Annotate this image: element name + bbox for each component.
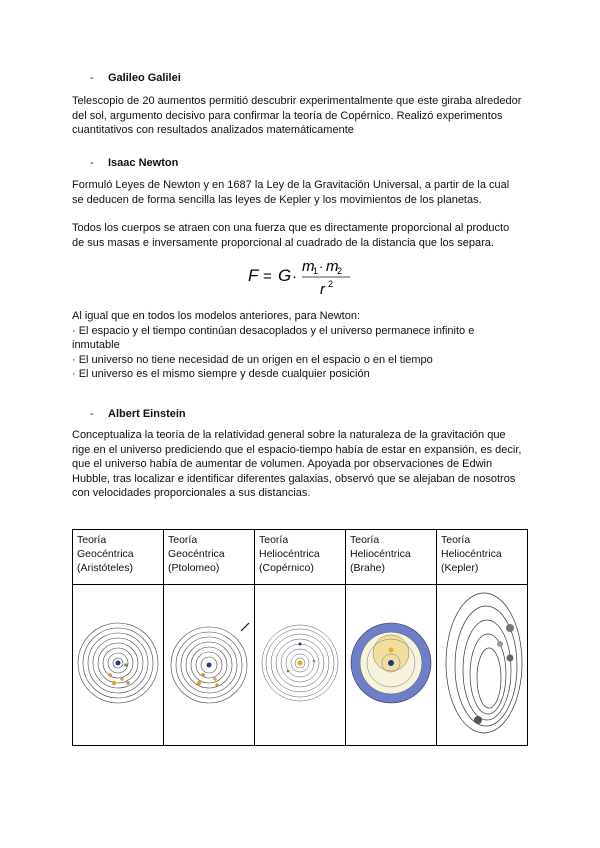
- heliocentric-brahe-diagram: [349, 613, 433, 713]
- header-ptolomeo: Teoría Geocéntrica (Ptolomeo): [164, 530, 255, 585]
- heliocentric-copernicus-diagram: [258, 613, 342, 713]
- header-kepler: Teoría Heliocéntrica (Kepler): [437, 530, 528, 585]
- gravitation-formula: [246, 254, 356, 298]
- formula-dot: ·: [319, 259, 324, 274]
- heading-einstein: Albert Einstein: [108, 408, 186, 420]
- bullet-dash: -: [90, 408, 94, 420]
- formula-m2: m: [326, 258, 339, 275]
- formula-sub2: 2: [337, 266, 343, 276]
- header-brahe: Teoría Heliocéntrica (Brahe): [346, 530, 437, 585]
- formula-f: F: [248, 266, 259, 285]
- heliocentric-kepler-diagram: [440, 588, 524, 738]
- formula-equals: =: [263, 268, 272, 285]
- header-aristoteles: Teoría Geocéntrica (Aristóteles): [73, 530, 164, 585]
- bullet-dash: -: [90, 157, 94, 169]
- image-cell-copernico: [255, 585, 346, 746]
- paragraph-einstein: Conceptualiza la teoría de la relatividad general sobre la naturaleza de la gravitación que rige en el universo prediciendo que el espacio-tiempo había de estar en expansión, es decir, que el universo había de aumentar de volumen. Apoyada por observaciones de Edwin Hubble, tras localizar e identificar diferentes galaxias, observó que se alejaban de nosotros con velocidades proporcionales a sus distancias.: [72, 429, 522, 499]
- image-cell-kepler: [437, 585, 528, 746]
- image-cell-brahe: [346, 585, 437, 746]
- heading-galileo: Galileo Galilei: [108, 72, 181, 84]
- geocentric-aristotle-diagram: [76, 613, 160, 713]
- paragraph-newton-gravitation: Todos los cuerpos se atraen con una fuerza que es directamente proporcional al producto de sus masas e inversamente proporcional al cuadrado de la distancia que los separa.: [72, 222, 510, 249]
- formula-dot: ·: [292, 268, 297, 285]
- image-cell-aristoteles: [73, 585, 164, 746]
- formula-exp: 2: [328, 279, 334, 289]
- image-cell-ptolomeo: [164, 585, 255, 746]
- table-image-row: [73, 585, 528, 746]
- formula-r: r: [320, 281, 325, 298]
- paragraph-newton-model: Al igual que en todos los modelos anteriores, para Newton: · El espacio y el tiempo continúan desacoplados y el universo permanece infinito e inmutable · El universo no tiene necesidad de un origen en el espacio o en el tiempo · El universo es el mismo siempre y desde cualquier posición: [72, 310, 475, 380]
- paragraph-galileo: Telescopio de 20 aumentos permitió descubrir experimentalmente que este giraba alrededor del sol, argumento decisivo para confirmar la teoría de Copérnico. Realizó experimentos cuantitativos con resultados analizados matemáticamente: [72, 95, 522, 136]
- paragraph-newton-laws: Formuló Leyes de Newton y en 1687 la Ley de la Gravitación Universal, a partir de la cual se deducen de forma sencilla las leyes de Kepler y los movimientos de los planetas.: [72, 179, 510, 206]
- table-header-row: [73, 530, 528, 585]
- heading-newton: Isaac Newton: [108, 157, 179, 169]
- geocentric-ptolemy-diagram: [167, 613, 251, 713]
- header-copernico: Teoría Heliocéntrica (Copérnico): [255, 530, 346, 585]
- formula-g: G: [278, 266, 292, 285]
- models-table: [72, 529, 528, 746]
- bullet-dash: -: [90, 72, 94, 84]
- formula-sub1: 1: [313, 266, 319, 276]
- formula-m1: m: [302, 258, 315, 275]
